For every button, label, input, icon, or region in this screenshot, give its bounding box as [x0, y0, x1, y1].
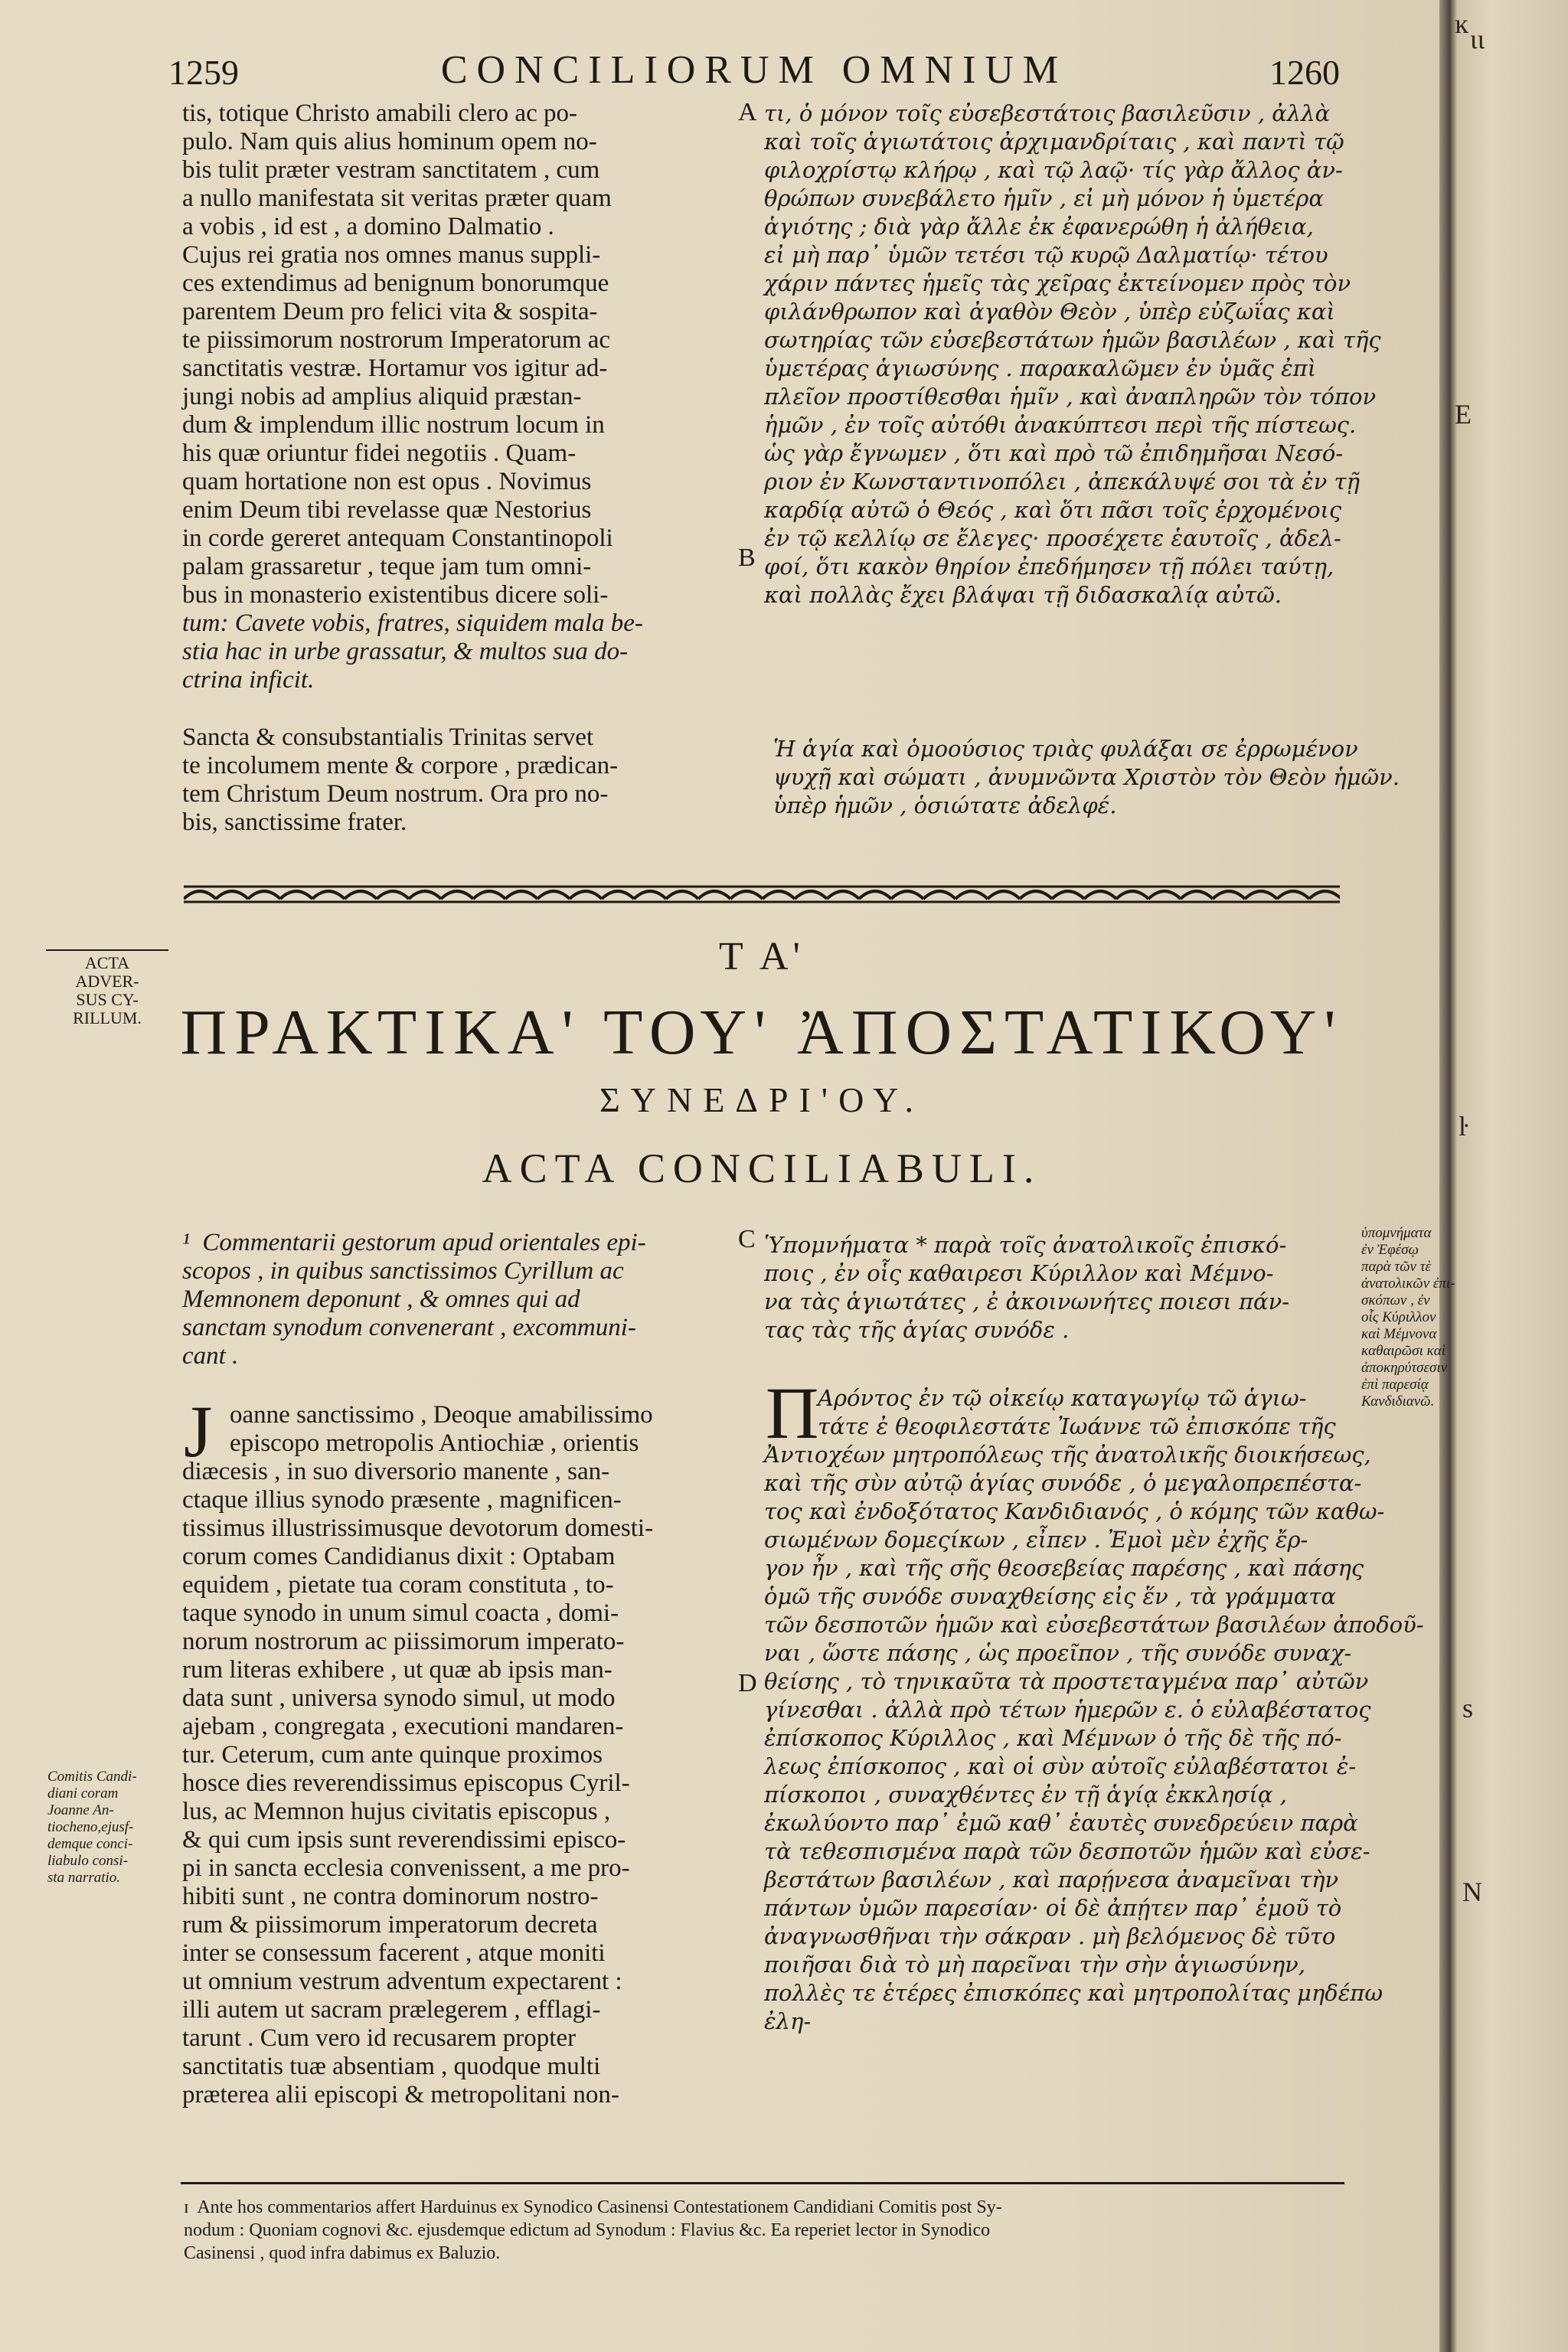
text-line: Sancta & consubstantialis Trinitas servet [182, 724, 594, 751]
text-line: τῶν δεσποτῶν ἡμῶν καὶ εὐσεβεστάτων βασιλέων ἀποδοῦ- [764, 1612, 1424, 1638]
text-line: inter se consessum facerent , atque moniti [182, 1939, 606, 1967]
text-line: ριον ἐν Κωνσταντινοπόλει , ἀπεκάλυψέ σοι τὰ ἐν τῇ [764, 469, 1360, 495]
text-line: palam grassaretur , teque jam tum omni- [182, 553, 592, 580]
text-line: in corde gereret antequam Constantinopoli [182, 524, 613, 552]
running-header [168, 47, 1340, 101]
text-line: Ἡ ἁγία καὶ ὁμοούσιος τριὰς φυλάξαι σε ἐρρωμένον [773, 736, 1358, 762]
text-line: sanctitatis vestræ. Hortamur vos igitur ad- [182, 354, 608, 382]
right-page-number: 1260 [1269, 53, 1340, 92]
text-line: ἐν τῷ κελλίῳ σε ἔλεγες· προσέχετε ἑαυτοῖς , ἀδελ- [764, 525, 1341, 551]
ornament-wave [891, 891, 923, 899]
text-line: Αρόντος ἐν τῷ οἰκείῳ καταγωγίῳ τῶ ἁγιω- [818, 1385, 1307, 1411]
text-line: parentem Deum pro felici vita & sospita- [182, 298, 598, 325]
ornament-wave [634, 891, 666, 899]
column-marker-a: A [738, 98, 757, 126]
ornament-wave [795, 891, 827, 899]
text-line: norum nostrorum ac piissimorum imperato- [182, 1628, 625, 1655]
ornament-wave [441, 891, 473, 899]
text-line: ὑπὲρ ἡμῶν , ὁσιώτατε ἀδελφέ. [773, 792, 1117, 818]
text-line: καὶ πολλὰς ἔχει βλάψαι τῇ διδασκαλίᾳ αὐτῶ. [764, 582, 1282, 608]
text-line: a vobis , id est , a domino Dalmatio . [182, 213, 554, 240]
text-line: καὶ τῆς σὺν αὐτῷ ἁγίας συνόδε , ὁ μεγαλοπρεπέστα- [764, 1470, 1362, 1496]
text-line: πλεῖον προστίθεσθαι ἡμῖν , καὶ ἀναπληρῶν τὸν τόπον [764, 384, 1377, 410]
text-line: tis, totique Christo amabili clero ac po- [182, 100, 577, 127]
text-line: τι, ὁ μόνον τοῖς εὐσεβεστάτοις βασιλεῦσιν , ἀλλὰ [764, 100, 1331, 126]
ornament-wave [1245, 891, 1277, 899]
text-line: Ἀντιοχέων μητροπόλεως τῆς ἀνατολικῆς διοικήσεως, [764, 1442, 1371, 1468]
ornament-wave [377, 891, 409, 899]
text-line: tarunt . Cum vero id recusarem propter [182, 2024, 577, 2052]
text-line: illi autem ut sacram prælegerem , efflagi- [182, 1996, 601, 2024]
running-title: CONCILIORUM OMNIUM [440, 48, 1068, 92]
margin-note-comitis: Comitis Candi- diani coram Joanne An- tiocheno,ejusf- demque conci- liabulo consi- sta narratio. [47, 1769, 137, 1886]
ornament-wave [827, 891, 859, 899]
text-line: data sunt , universa synodo simul, ut modo [182, 1684, 616, 1712]
text-line: ajebam , congregata , executioni mandaren- [182, 1713, 624, 1740]
text-line: τας τὰς τῆς ἁγίας συνόδε . [764, 1317, 1070, 1343]
text-line: λεως ἐπίσκοπος , καὶ οἱ σὺν αὐτοῖς εὐλαβέστατοι ἐ- [764, 1753, 1357, 1779]
text-line: γίνεσθαι . ἀλλὰ πρὸ τέτων ἡμερῶν ε. ὁ εὐλαβέστατος [764, 1697, 1371, 1723]
text-line: να τὰς ἁγιωτάτες , ἐ ἀκοινωνήτες ποιεσι πάν- [764, 1289, 1290, 1315]
ornament-wave [988, 891, 1020, 899]
text-line: tissimus illustrissimusque devotorum domesti- [182, 1514, 654, 1542]
ornament-wave [698, 891, 730, 899]
latin-column-top [182, 100, 643, 694]
text-line: Ὑπομνήματα * παρὰ τοῖς ἀνατολικοῖς ἐπισκό- [764, 1232, 1287, 1258]
text-line: ποις , ἐν οἷς καθαιρεσι Κύριλλον καὶ Μέμνο- [764, 1260, 1274, 1286]
ornamental-divider [184, 880, 1340, 908]
text-line: corum comes Candidianus dixit : Optabam [182, 1543, 616, 1570]
text-line: χάριν πάντες ἡμεῖς τὰς χεῖρας ἐκτείνομεν πρὸς τὸν [764, 270, 1351, 296]
ornament-wave [473, 891, 505, 899]
text-line: ὑμετέρας ἁγιωσύνης . παρακαλῶμεν ἐν ὑμᾶς ἐπὶ [764, 355, 1317, 381]
text-line: καρδίᾳ αὐτῶ ὁ Θεός , καὶ ὅτι πᾶσι τοῖς ἐρχομένοις [764, 497, 1342, 523]
latin-column-top-close [182, 724, 618, 837]
text-line: Cujus rei gratia nos omnes manus suppli- [182, 241, 601, 269]
text-line: ut omnium vestrum adventum expectarent : [182, 1968, 622, 1995]
text-line: φιλάνθρωπον καὶ ἀγαθὸν Θεὸν , ὑπὲρ εὐζωΐας καὶ [764, 299, 1335, 325]
text-line: σωτηρίας τῶν εὐσεβεστάτων ἡμῶν βασιλέων , καὶ τῆς [764, 327, 1381, 353]
ornament-wave [1277, 891, 1309, 899]
text-line: ἐκωλύοντο παρ᾽ ἐμῶ καθ᾽ ἑαυτὲς συνεδρεύειν παρὰ [764, 1810, 1358, 1836]
text-line: πάντων ὑμῶν παρεσίαν· οἱ δὲ ἀπῄτεν παρ᾽ ἐμοῦ τὸ [764, 1895, 1342, 1921]
text-line: te incolumem mente & corpore , prædican- [182, 752, 619, 779]
text-line: σιωμένων δομεςίκων , εἶπεν . Ἐμοὶ μὲν ἐχῆς ἔρ- [764, 1527, 1308, 1553]
text-line: pulo. Nam quis alius hominum opem no- [182, 128, 597, 155]
ornament-wave [730, 891, 763, 899]
column-marker-b: B [738, 544, 756, 572]
text-line: τος καὶ ἐνδοξότατος Κανδιδιανός , ὁ κόμης τῶν καθω- [764, 1498, 1385, 1524]
ornament-wave [1084, 891, 1116, 899]
greek-column-main [764, 1441, 1424, 2036]
text-line: sanctam synodum convenerant , excommuni- [182, 1314, 636, 1341]
text-line: ὁμῶ τῆς συνόδε συναχθείσης εἰς ἕν , τὰ γράμματα [764, 1583, 1336, 1609]
greek-summary [764, 1231, 1289, 1344]
text-line: ἡμῶν , ἐν τοῖς αὐτόθι ἀνακύπτεσι περὶ τῆς πίστεως. [764, 412, 1357, 438]
ornament-wave [505, 891, 537, 899]
text-line: πίσκοποι , συναχθέντες ἐν τῇ ἁγίᾳ ἐκκλησίᾳ , [764, 1782, 1287, 1808]
edge-fragment: ŀ [1459, 1111, 1468, 1142]
section-number: Τ Α' [719, 935, 805, 978]
latin-column-main-indented [230, 1401, 653, 1458]
text-line: φοί, ὅτι κακὸν θηρίον ἐπεδήμησεν τῇ πόλει ταύτῃ, [764, 554, 1334, 580]
ornament-wave [345, 891, 377, 899]
ornament-wave [1116, 891, 1148, 899]
ornament-wave [184, 891, 216, 899]
ornament-wave [956, 891, 988, 899]
ornament-wave [409, 891, 441, 899]
latin-section-title: ACTA CONCILIABULI. [482, 1145, 1042, 1191]
text-line: stia hac in urbe grassatur, & multos sua do- [182, 638, 629, 665]
ornament-wave [923, 891, 956, 899]
ornament-wave [1213, 891, 1245, 899]
ornament-wave [1181, 891, 1213, 899]
ornament-wave [1020, 891, 1052, 899]
text-line: τὰ τεθεσπισμένα παρὰ τῶν δεσποτῶν ἡμῶν καὶ εὐσε- [764, 1838, 1370, 1864]
latin-summary [182, 1229, 646, 1370]
ornament-wave [537, 891, 570, 899]
ornament-wave [248, 891, 280, 899]
text-line: hibiti sunt , ne contra dominorum nostro- [182, 1883, 599, 1910]
text-line: ces extendimus ad benignum bonorumque [182, 270, 609, 297]
margin-note-greek: ὑπομνήματα ἐν Ἐφέσῳ παρὰ τῶν τὲ ἀνατολικῶν ἐπι- σκόπων , ἐν οἷς Κύριλλον καὶ Μέμνονα καθαιρῶσι καὶ ἀποκηρύτσεσιν ἐπὶ παρεσίᾳ Κανδιδιανῶ. [1361, 1225, 1455, 1410]
text-line: καὶ τοῖς ἁγιωτάτοις ἀρχιμανδρίταις , καὶ παντὶ τῷ [764, 129, 1344, 155]
text-line: oanne sanctissimo , Deoque amabilissimo [230, 1401, 653, 1429]
text-line: jungi nobis ad amplius aliquid præstan- [182, 383, 582, 410]
edge-fragment: ιι [1470, 24, 1485, 54]
column-marker-c: C [738, 1225, 756, 1253]
ornament-wave [602, 891, 634, 899]
text-line: ἀναγνωσθῆναι τὴν σάκραν . μὴ βελόμενος δὲ τῦτο [764, 1923, 1336, 1949]
edge-fragment: Ν [1462, 1877, 1482, 1907]
ornament-wave [1052, 891, 1084, 899]
edge-fragment: ĸ [1455, 8, 1468, 39]
ornament-wave [666, 891, 698, 899]
text-line: βεστάτων βασιλέων , καὶ παρῄνεσα ἀναμεῖναι τὴν [764, 1867, 1339, 1893]
text-line: & qui cum ipsis sunt reverendissimi episco- [182, 1826, 626, 1854]
text-line: ctaque illius synodo præsente , magnificen- [182, 1486, 622, 1514]
text-line: ὡς γὰρ ἔγνωμεν , ὅτι καὶ πρὸ τῶ ἐπιδημῆσαι Νεσό- [764, 440, 1344, 466]
ornament-wave [216, 891, 248, 899]
text-line: hosce dies reverendissimus episcopus Cyril- [182, 1769, 630, 1797]
text-line: ἐλη- [764, 2008, 812, 2034]
greek-dropcap: Π [766, 1372, 819, 1454]
greek-column-top-close [773, 735, 1400, 820]
latin-dropcap: J [184, 1390, 213, 1472]
text-line: θρώπων συνεβάλετο ἡμῖν , εἰ μὴ μόνον ἡ ὑμετέρα [764, 185, 1324, 211]
edge-fragment: Ε [1455, 399, 1472, 430]
text-line: rum literas exhibere , ut quæ ab ipsis man- [182, 1656, 612, 1684]
text-line: diæcesis , in suo diversorio manente , san- [182, 1458, 610, 1485]
text-line: θείσης , τὸ τηνικαῦτα τὰ προστεταγμένα παρ᾽ αὐτῶν [764, 1668, 1369, 1694]
text-line: præterea alii episcopi & metropolitani non- [182, 2081, 619, 2109]
text-line: ¹ Commentarii gestorum apud orientales epi- [182, 1229, 646, 1256]
text-line: ναι , ὥστε πάσης , ὡς προεῖπον , τῆς συνόδε συναχ- [764, 1640, 1352, 1666]
ornament-wave [763, 891, 795, 899]
text-line: πολλὲς τε ἑτέρες ἐπισκόπες καὶ μητροπολίτας μηδέπω [764, 1980, 1383, 2006]
text-line: dum & implendum illic nostrum locum in [182, 411, 605, 439]
text-line: quam hortatione non est opus . Novimus [182, 468, 592, 495]
text-line: bis tulit præter vestram sanctitatem , cum [182, 156, 600, 184]
text-line: εἰ μὴ παρ᾽ ὑμῶν τετέσι τῷ κυρῷ Δαλματίῳ· τέτου [764, 242, 1328, 268]
text-line: rum & piissimorum imperatorum decreta [182, 1911, 598, 1939]
text-line: ctrina inficit. [182, 666, 315, 694]
text-line: tum: Cavete vobis, fratres, siquidem mala be- [182, 609, 643, 637]
text-line: episcopo metropolis Antiochiæ , orientis [230, 1429, 639, 1457]
column-marker-d: D [738, 1669, 757, 1697]
greek-sub-title: ΣΥΝΕΔΡΙ'ΟΥ. [599, 1080, 925, 1119]
latin-column-main [182, 1458, 653, 2109]
ornament-wave [312, 891, 345, 899]
text-line: sanctitatis tuæ absentiam , quodque multi [182, 2053, 601, 2080]
ornament-wave [1148, 891, 1181, 899]
text-line: ψυχῇ καὶ σώματι , ἀνυμνῶντα Χριστὸν τὸν Θεὸν ἡμῶν. [773, 764, 1400, 790]
text-line: his quæ oriuntur fidei negotiis . Quam- [182, 439, 577, 467]
text-line: te piissimorum nostrorum Imperatorum ac [182, 326, 611, 354]
text-line: tem Christum Deum nostrum. Ora pro no- [182, 780, 609, 808]
edge-fragment: s [1462, 1693, 1474, 1723]
text-line: equidem , pietate tua coram constituta , to- [182, 1571, 614, 1599]
left-page-number: 1259 [168, 53, 239, 92]
text-line: taque synodo in unum simul coacta , domi- [182, 1599, 619, 1627]
greek-column-main-indented [818, 1384, 1336, 1441]
text-line: tur. Ceterum, cum ante quinque proximos [182, 1741, 603, 1769]
greek-column-top [764, 100, 1381, 609]
text-line: pi in sancta ecclesia convenissent, a me pro- [182, 1854, 630, 1882]
text-line: bis, sanctissime frater. [182, 808, 407, 836]
text-line: ποιῆσαι διὰ τὸ μὴ παρεῖναι τὴν σὴν ἁγιωσύνην, [764, 1952, 1305, 1978]
text-line: ἐπίσκοπος Κύριλλος , καὶ Μέμνων ὁ τῆς δὲ τῆς πό- [764, 1725, 1342, 1751]
greek-main-title: ΠΡΑΚΤΙΚΑ' ΤΟΥ' ἈΠΟΣΤΑΤΙΚΟΥ' [180, 997, 1344, 1068]
text-line: a nullo manifestata sit veritas præter quam [182, 185, 612, 212]
text-line: φιλοχρίστῳ κλήρῳ , καὶ τῷ λαῷ· τίς γὰρ ἄλλος ἀν- [764, 157, 1343, 183]
text-line: bus in monasterio existentibus dicere soli- [182, 581, 609, 609]
text-line: ἁγιότης ; διὰ γὰρ ἄλλε ἐκ ἐφανερώθη ἡ ἀλήθεια, [764, 214, 1314, 240]
ornament-wave [1309, 891, 1340, 899]
text-line: enim Deum tibi revelasse quæ Nestorius [182, 496, 592, 524]
footnote-rule [181, 2182, 1344, 2184]
footnote: ɪ Ante hos commentarios affert Harduinus ex Synodico Casinensi Contestationem Candidiani Comitis post Sy- nodum : Quoniam cognovi &c. ejusdemque edictum ad Synodum : Flavius &c. Ea reperiet lector in Synodico Casinensi , quod infra dabimus ex Baluzio. [184, 2197, 1002, 2263]
ornament-wave [280, 891, 312, 899]
margin-note-acta: ACTA ADVER- SUS CY- RILLUM. [46, 949, 168, 1027]
facing-page-edge [1439, 0, 1568, 2352]
text-line: γον ἦν , καὶ τῆς σῆς θεοσεβείας παρέσης , καὶ πάσης [764, 1555, 1364, 1581]
text-line: scopos , in quibus sanctissimos Cyrillum ac [182, 1257, 624, 1285]
ornament-wave [570, 891, 602, 899]
text-line: lus, ac Memnon hujus civitatis episcopus , [182, 1798, 611, 1825]
text-line: cant . [182, 1342, 239, 1370]
text-line: Memnonem deponunt , & omnes qui ad [182, 1285, 580, 1313]
ornament-wave [859, 891, 891, 899]
text-line: τάτε ἐ θεοφιλεστάτε Ἰωάννε τῶ ἐπισκόπε τῆς [818, 1413, 1336, 1439]
